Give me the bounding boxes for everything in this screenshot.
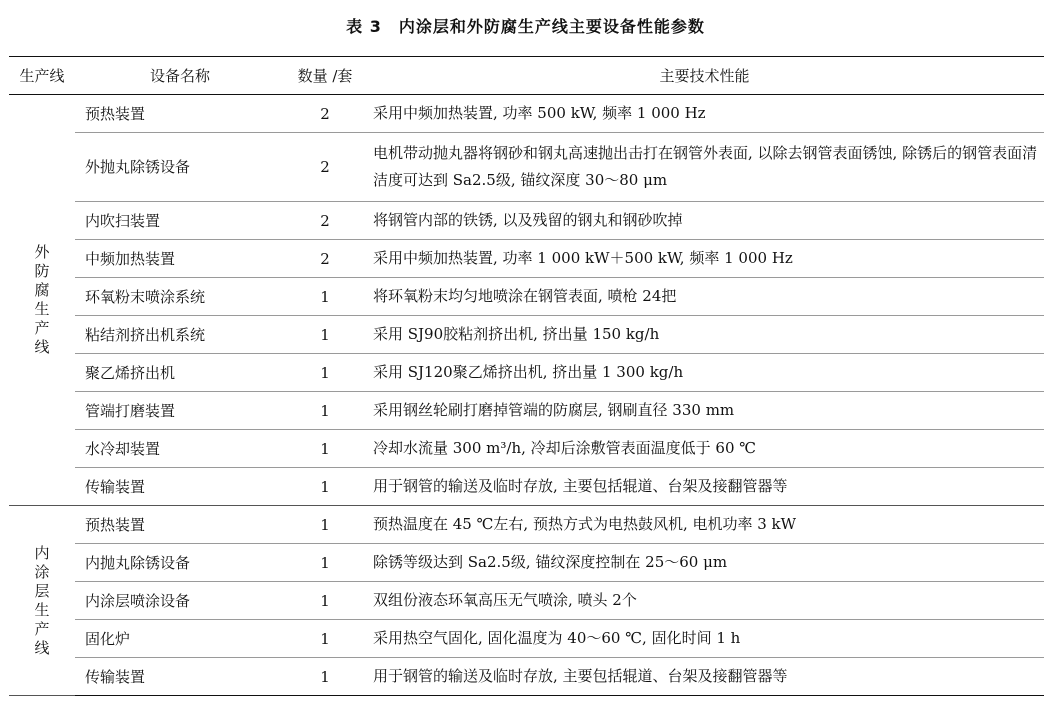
equipment-spec: 将钢管内部的铁锈, 以及残留的钢丸和钢砂吹掉 xyxy=(365,202,1044,240)
equipment-qty: 1 xyxy=(285,316,365,354)
equipment-spec: 冷却水流量 300 m³/h, 冷却后涂敷管表面温度低于 60 ℃ xyxy=(365,430,1044,468)
equipment-qty: 2 xyxy=(285,95,365,133)
equipment-qty: 1 xyxy=(285,506,365,544)
header-line: 生产线 xyxy=(9,57,75,95)
table-row xyxy=(9,95,1044,133)
equipment-qty: 1 xyxy=(285,354,365,392)
table-row xyxy=(9,506,1044,544)
equipment-spec: 电机带动抛丸器将钢砂和钢丸高速抛出击打在钢管外表面, 以除去钢管表面锈蚀, 除锈后的钢管表面清洁度可达到 Sa2.5级, 锚纹深度 30～80 μm xyxy=(365,133,1044,202)
equipment-qty: 1 xyxy=(285,620,365,658)
equipment-spec: 除锈等级达到 Sa2.5级, 锚纹深度控制在 25～60 μm xyxy=(365,544,1044,582)
table-row xyxy=(9,133,1044,202)
group-cell xyxy=(9,95,75,506)
equipment-spec: 用于钢管的输送及临时存放, 主要包括辊道、台架及接翻管器等 xyxy=(365,468,1044,506)
equipment-name: 固化炉 xyxy=(75,620,285,658)
table-row xyxy=(9,430,1044,468)
table-row xyxy=(9,620,1044,658)
equipment-qty: 1 xyxy=(285,392,365,430)
equipment-spec: 采用中频加热装置, 功率 500 kW, 频率 1 000 Hz xyxy=(365,95,1044,133)
group-label: 外防腐生产线 xyxy=(34,243,50,356)
table-row xyxy=(9,544,1044,582)
equipment-name: 水冷却装置 xyxy=(75,430,285,468)
equipment-name: 中频加热装置 xyxy=(75,240,285,278)
equipment-spec: 采用 SJ90胶粘剂挤出机, 挤出量 150 kg/h xyxy=(365,316,1044,354)
equipment-spec: 采用中频加热装置, 功率 1 000 kW＋500 kW, 频率 1 000 Hz xyxy=(365,240,1044,278)
table-row xyxy=(9,468,1044,506)
equipment-qty: 1 xyxy=(285,544,365,582)
table-row xyxy=(9,392,1044,430)
equipment-name: 粘结剂挤出机系统 xyxy=(75,316,285,354)
equipment-name: 内吹扫装置 xyxy=(75,202,285,240)
group-cell xyxy=(9,506,75,696)
equipment-name: 环氧粉末喷涂系统 xyxy=(75,278,285,316)
equipment-name: 传输装置 xyxy=(75,468,285,506)
equipment-name: 内抛丸除锈设备 xyxy=(75,544,285,582)
equipment-name: 外抛丸除锈设备 xyxy=(75,133,285,202)
equipment-qty: 2 xyxy=(285,240,365,278)
header-qty: 数量 /套 xyxy=(285,57,365,95)
equipment-qty: 2 xyxy=(285,133,365,202)
equipment-name: 内涂层喷涂设备 xyxy=(75,582,285,620)
equipment-spec: 采用钢丝轮刷打磨掉管端的防腐层, 钢刷直径 330 mm xyxy=(365,392,1044,430)
header-row xyxy=(9,57,1044,95)
table-row xyxy=(9,240,1044,278)
header-spec: 主要技术性能 xyxy=(365,57,1044,95)
equipment-name: 预热装置 xyxy=(75,95,285,133)
table-body xyxy=(9,95,1044,696)
table-row xyxy=(9,316,1044,354)
equipment-name: 管端打磨装置 xyxy=(75,392,285,430)
equipment-name: 预热装置 xyxy=(75,506,285,544)
table-row xyxy=(9,354,1044,392)
equipment-qty: 1 xyxy=(285,430,365,468)
equipment-table xyxy=(9,56,1044,696)
group-label: 内涂层生产线 xyxy=(34,543,50,657)
equipment-name: 聚乙烯挤出机 xyxy=(75,354,285,392)
equipment-qty: 1 xyxy=(285,468,365,506)
table-row xyxy=(9,658,1044,696)
equipment-spec: 用于钢管的输送及临时存放, 主要包括辊道、台架及接翻管器等 xyxy=(365,658,1044,696)
equipment-spec: 采用 SJ120聚乙烯挤出机, 挤出量 1 300 kg/h xyxy=(365,354,1044,392)
table-title: 表 3 内涂层和外防腐生产线主要设备性能参数 xyxy=(346,17,705,36)
equipment-qty: 1 xyxy=(285,582,365,620)
table-row xyxy=(9,278,1044,316)
equipment-spec: 采用热空气固化, 固化温度为 40～60 ℃, 固化时间 1 h xyxy=(365,620,1044,658)
equipment-qty: 1 xyxy=(285,278,365,316)
equipment-name: 传输装置 xyxy=(75,658,285,696)
table-row xyxy=(9,582,1044,620)
table-row xyxy=(9,202,1044,240)
equipment-spec: 预热温度在 45 ℃左右, 预热方式为电热鼓风机, 电机功率 3 kW xyxy=(365,506,1044,544)
equipment-qty: 1 xyxy=(285,658,365,696)
equipment-spec: 双组份液态环氧高压无气喷涂, 喷头 2个 xyxy=(365,582,1044,620)
header-name: 设备名称 xyxy=(75,57,285,95)
equipment-spec: 将环氧粉末均匀地喷涂在钢管表面, 喷枪 24把 xyxy=(365,278,1044,316)
equipment-qty: 2 xyxy=(285,202,365,240)
